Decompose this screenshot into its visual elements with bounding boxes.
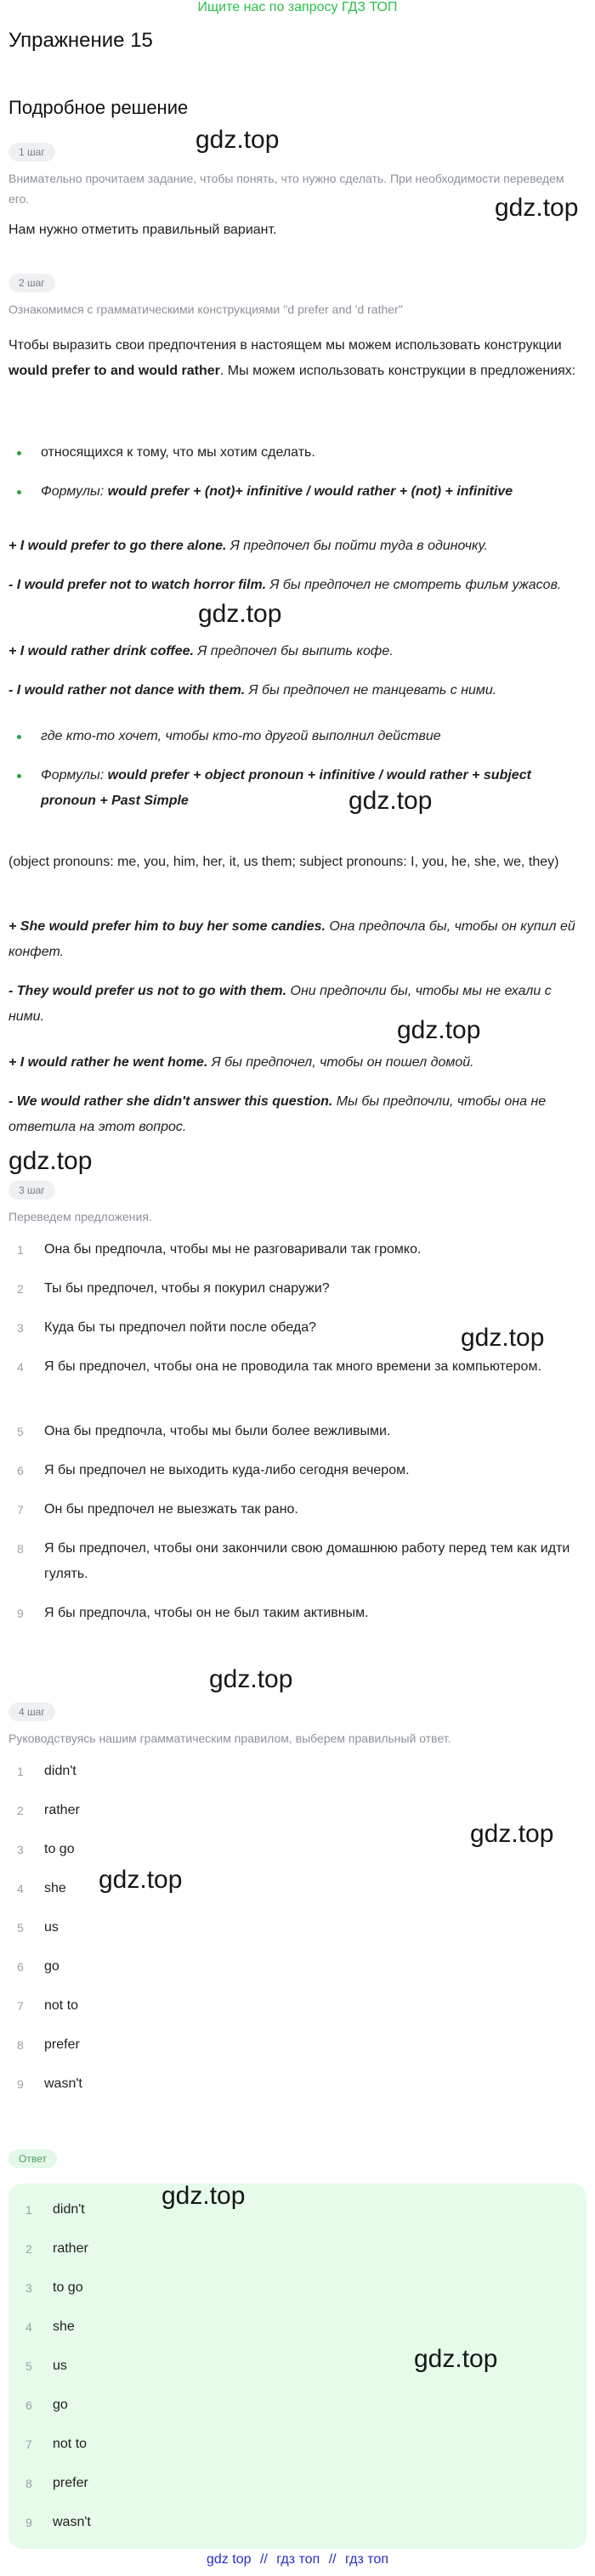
rule-intro-term: would prefer to and would rather bbox=[8, 364, 220, 378]
item-text: go bbox=[44, 1959, 60, 1974]
list-item bbox=[8, 1237, 586, 1263]
item-number: 7 bbox=[17, 1503, 24, 1517]
step-text: Нам нужно отметить правильный вариант. bbox=[8, 223, 277, 237]
item-text: Он бы предпочел не выезжать так рано. bbox=[44, 1502, 298, 1517]
item-number: 6 bbox=[17, 1464, 24, 1477]
item-text: wasn't bbox=[44, 2076, 82, 2091]
watermark: gdz.top bbox=[198, 600, 282, 628]
step-description: Внимательно прочитаем задание, чтобы понять, что нужно сделать. При необходимости переведем его. bbox=[8, 172, 564, 206]
formula-label: Формулы: bbox=[41, 768, 108, 782]
item-text: didn't bbox=[44, 1764, 76, 1778]
example-en: + I would prefer to go there alone. bbox=[8, 539, 227, 553]
answer-item bbox=[17, 2353, 595, 2379]
item-number: 3 bbox=[17, 1843, 24, 1856]
formula-text: would prefer + (not)+ infinitive / would rather + (not) + infinitive bbox=[107, 484, 513, 499]
watermark: gdz.top bbox=[414, 2345, 498, 2373]
item-number: 4 bbox=[17, 1360, 24, 1374]
answer-item bbox=[17, 2392, 595, 2418]
answer-item bbox=[8, 1759, 586, 1784]
bullet-text bbox=[41, 724, 585, 749]
list-item bbox=[8, 1276, 586, 1302]
answer-item bbox=[8, 2032, 586, 2058]
footer-link[interactable]: gdz top bbox=[207, 2552, 252, 2567]
answer-badge: Ответ bbox=[8, 2149, 57, 2168]
example bbox=[8, 1089, 586, 1140]
example-ru: Я предпочел бы выпить кофе. bbox=[193, 644, 394, 658]
answer-item bbox=[17, 2275, 595, 2301]
item-number: 1 bbox=[17, 1765, 24, 1778]
list-item bbox=[8, 1536, 586, 1587]
example bbox=[8, 979, 586, 1030]
item-text: didn't bbox=[53, 2202, 85, 2217]
item-text: prefer bbox=[53, 2476, 88, 2490]
example bbox=[8, 914, 586, 965]
example-en: + I would rather he went home. bbox=[8, 1055, 208, 1070]
footer-separator: // bbox=[259, 2552, 268, 2567]
item-number: 5 bbox=[26, 2359, 32, 2373]
bullet-text: относящихся к тому, что мы хотим сделать. bbox=[41, 445, 315, 460]
example-ru: Мы бы предпочли, чтобы она не ответила на этот вопрос. bbox=[8, 1094, 547, 1134]
example-en: - I would prefer not to watch horror film. bbox=[8, 578, 267, 592]
list-item bbox=[8, 1419, 586, 1444]
item-number: 7 bbox=[26, 2438, 32, 2451]
example bbox=[8, 534, 586, 559]
formula bbox=[41, 763, 585, 814]
example bbox=[8, 573, 586, 598]
item-number: 1 bbox=[26, 2203, 32, 2217]
example-ru: Они предпочли бы, чтобы мы не ехали с ними. bbox=[8, 984, 552, 1024]
answer-item bbox=[17, 2197, 595, 2223]
footer-separator: // bbox=[328, 2552, 337, 2567]
formula bbox=[41, 479, 585, 505]
watermark: gdz.top bbox=[99, 1866, 183, 1894]
example bbox=[8, 1050, 586, 1076]
pronouns-note: (object pronouns: me, you, him, her, it, us them; subject pronouns: I, you, he, she, we, they) bbox=[8, 855, 559, 869]
item-text: prefer bbox=[44, 2037, 80, 2052]
answer-item bbox=[8, 1954, 586, 1980]
answer-item bbox=[17, 2432, 595, 2457]
formula-label: Формулы: bbox=[41, 484, 108, 499]
step-badge: 3 шаг bbox=[8, 1181, 55, 1200]
item-text: rather bbox=[53, 2241, 88, 2256]
list-item bbox=[8, 1458, 586, 1483]
step-description: Переведем предложения. bbox=[8, 1210, 152, 1223]
watermark: gdz.top bbox=[8, 1147, 93, 1175]
page-title: Упражнение 15 bbox=[8, 29, 153, 52]
list-item bbox=[8, 1354, 586, 1405]
watermark: gdz.top bbox=[397, 1016, 481, 1044]
bullet-dot bbox=[17, 451, 21, 455]
footer-link[interactable]: гдз топ bbox=[345, 2552, 388, 2567]
answer-item bbox=[17, 2510, 595, 2535]
item-text: she bbox=[44, 1881, 66, 1895]
example-ru: Я предпочел бы пойти туда в одиночку. bbox=[226, 539, 488, 553]
example-ru: Я бы предпочел не танцевать с ними. bbox=[245, 683, 497, 698]
bullet-dot bbox=[17, 774, 21, 778]
item-number: 9 bbox=[17, 1607, 24, 1620]
item-text: Я бы предпочла, чтобы он не был таким активным. bbox=[44, 1606, 369, 1620]
example-en: + She would prefer him to buy her some candies. bbox=[8, 919, 326, 934]
answer-item bbox=[8, 1876, 586, 1901]
item-text: Я бы предпочел, чтобы она не проводила так много времени за компьютером. bbox=[44, 1359, 541, 1374]
bullet-dot bbox=[17, 735, 21, 739]
answer-item bbox=[17, 2314, 595, 2340]
list-item bbox=[8, 1601, 586, 1626]
example-ru: Я бы предпочел не смотреть фильм ужасов. bbox=[266, 578, 562, 592]
item-number: 2 bbox=[17, 1804, 24, 1817]
item-number: 5 bbox=[17, 1921, 24, 1935]
bullet-text-italic: где кто-то хочет, чтобы кто-то другой выполнил действие bbox=[41, 729, 441, 743]
item-number: 6 bbox=[17, 1960, 24, 1974]
item-number: 9 bbox=[26, 2516, 32, 2529]
watermark: gdz.top bbox=[348, 787, 433, 815]
answer-item bbox=[8, 1915, 586, 1940]
item-number: 8 bbox=[26, 2477, 32, 2490]
step-badge: 1 шаг bbox=[8, 143, 55, 161]
example-en: - They would prefer us not to go with them. bbox=[8, 984, 287, 998]
item-number: 6 bbox=[26, 2398, 32, 2412]
answer-item bbox=[8, 2071, 586, 2097]
footer-link[interactable]: гдз топ bbox=[276, 2552, 320, 2567]
step-description: Руководствуясь нашим грамматическим правилом, выберем правильный ответ. bbox=[8, 1731, 451, 1745]
answer-item bbox=[17, 2236, 595, 2262]
watermark: gdz.top bbox=[209, 1665, 293, 1693]
footer-links bbox=[0, 2552, 595, 2568]
item-number: 4 bbox=[17, 1882, 24, 1895]
example-ru: Я бы предпочел, чтобы он пошел домой. bbox=[207, 1055, 474, 1070]
top-banner[interactable]: Ищите нас по запросу ГДЗ ТОП bbox=[197, 0, 398, 14]
rule-intro-text: . Мы можем использовать конструкции в предложениях: bbox=[219, 364, 576, 378]
item-text: she bbox=[53, 2319, 75, 2334]
item-number: 8 bbox=[17, 2038, 24, 2052]
item-number: 3 bbox=[26, 2281, 32, 2295]
item-number: 4 bbox=[26, 2320, 32, 2334]
item-text: Она бы предпочла, чтобы мы не разговаривали так громко. bbox=[44, 1242, 422, 1257]
list-item bbox=[8, 1497, 586, 1522]
bullet-dot bbox=[17, 490, 21, 494]
item-number: 5 bbox=[17, 1425, 24, 1438]
watermark: gdz.top bbox=[470, 1820, 554, 1848]
item-text: wasn't bbox=[53, 2515, 91, 2529]
item-text: Ты бы предпочел, чтобы я покурил снаружи? bbox=[44, 1281, 330, 1296]
item-text: to go bbox=[53, 2280, 83, 2295]
example-en: - I would rather not dance with them. bbox=[8, 683, 246, 698]
example-ru: Она предпочла бы, чтобы он купил ей конфет. bbox=[8, 919, 575, 959]
item-text: us bbox=[53, 2359, 67, 2373]
example-en: - We would rather she didn't answer this question. bbox=[8, 1094, 333, 1109]
item-number: 7 bbox=[17, 1999, 24, 2013]
rule-intro-text: Чтобы выразить свои предпочтения в настоящем мы можем использовать конструкции bbox=[8, 338, 562, 353]
watermark: gdz.top bbox=[162, 2182, 246, 2210]
step-description: Ознакомимся с грамматическими конструкциями ''d prefer and 'd rather'' bbox=[8, 302, 404, 316]
item-text: us bbox=[44, 1920, 59, 1935]
item-text: not to bbox=[44, 1998, 79, 2013]
watermark: gdz.top bbox=[495, 194, 579, 222]
item-text: not to bbox=[53, 2437, 88, 2451]
item-number: 2 bbox=[26, 2242, 32, 2256]
item-number: 3 bbox=[17, 1321, 24, 1335]
example bbox=[8, 639, 586, 664]
item-text: Она бы предпочла, чтобы мы были более вежливыми. bbox=[44, 1424, 391, 1438]
item-text: to go bbox=[44, 1842, 75, 1856]
answer-item bbox=[8, 1993, 586, 2019]
item-number: 8 bbox=[17, 1542, 24, 1556]
rule-intro bbox=[8, 333, 586, 384]
step-badge: 4 шаг bbox=[8, 1703, 55, 1721]
item-text: Куда бы ты предпочел пойти после обеда? bbox=[44, 1320, 317, 1335]
item-number: 9 bbox=[17, 2077, 24, 2091]
answer-item bbox=[8, 1837, 586, 1862]
answer-item bbox=[17, 2471, 595, 2496]
item-text: go bbox=[53, 2398, 68, 2412]
item-text: Я бы предпочел не выходить куда-либо сегодня вечером. bbox=[44, 1463, 410, 1477]
item-text: Я бы предпочел, чтобы они закончили свою домашнюю работу перед тем как идти гулять. bbox=[44, 1541, 570, 1581]
example bbox=[8, 678, 586, 703]
example-en: + I would rather drink coffee. bbox=[8, 644, 194, 658]
formula-text: would prefer + object pronoun + infinitive / would rather + subject pronoun + Past Simple bbox=[41, 768, 531, 808]
item-text: rather bbox=[44, 1803, 80, 1817]
item-number: 2 bbox=[17, 1282, 24, 1296]
step-badge: 2 шаг bbox=[8, 274, 55, 292]
solution-heading: Подробное решение bbox=[8, 97, 189, 118]
item-number: 1 bbox=[17, 1243, 24, 1257]
watermark: gdz.top bbox=[461, 1324, 545, 1352]
watermark: gdz.top bbox=[196, 126, 280, 154]
